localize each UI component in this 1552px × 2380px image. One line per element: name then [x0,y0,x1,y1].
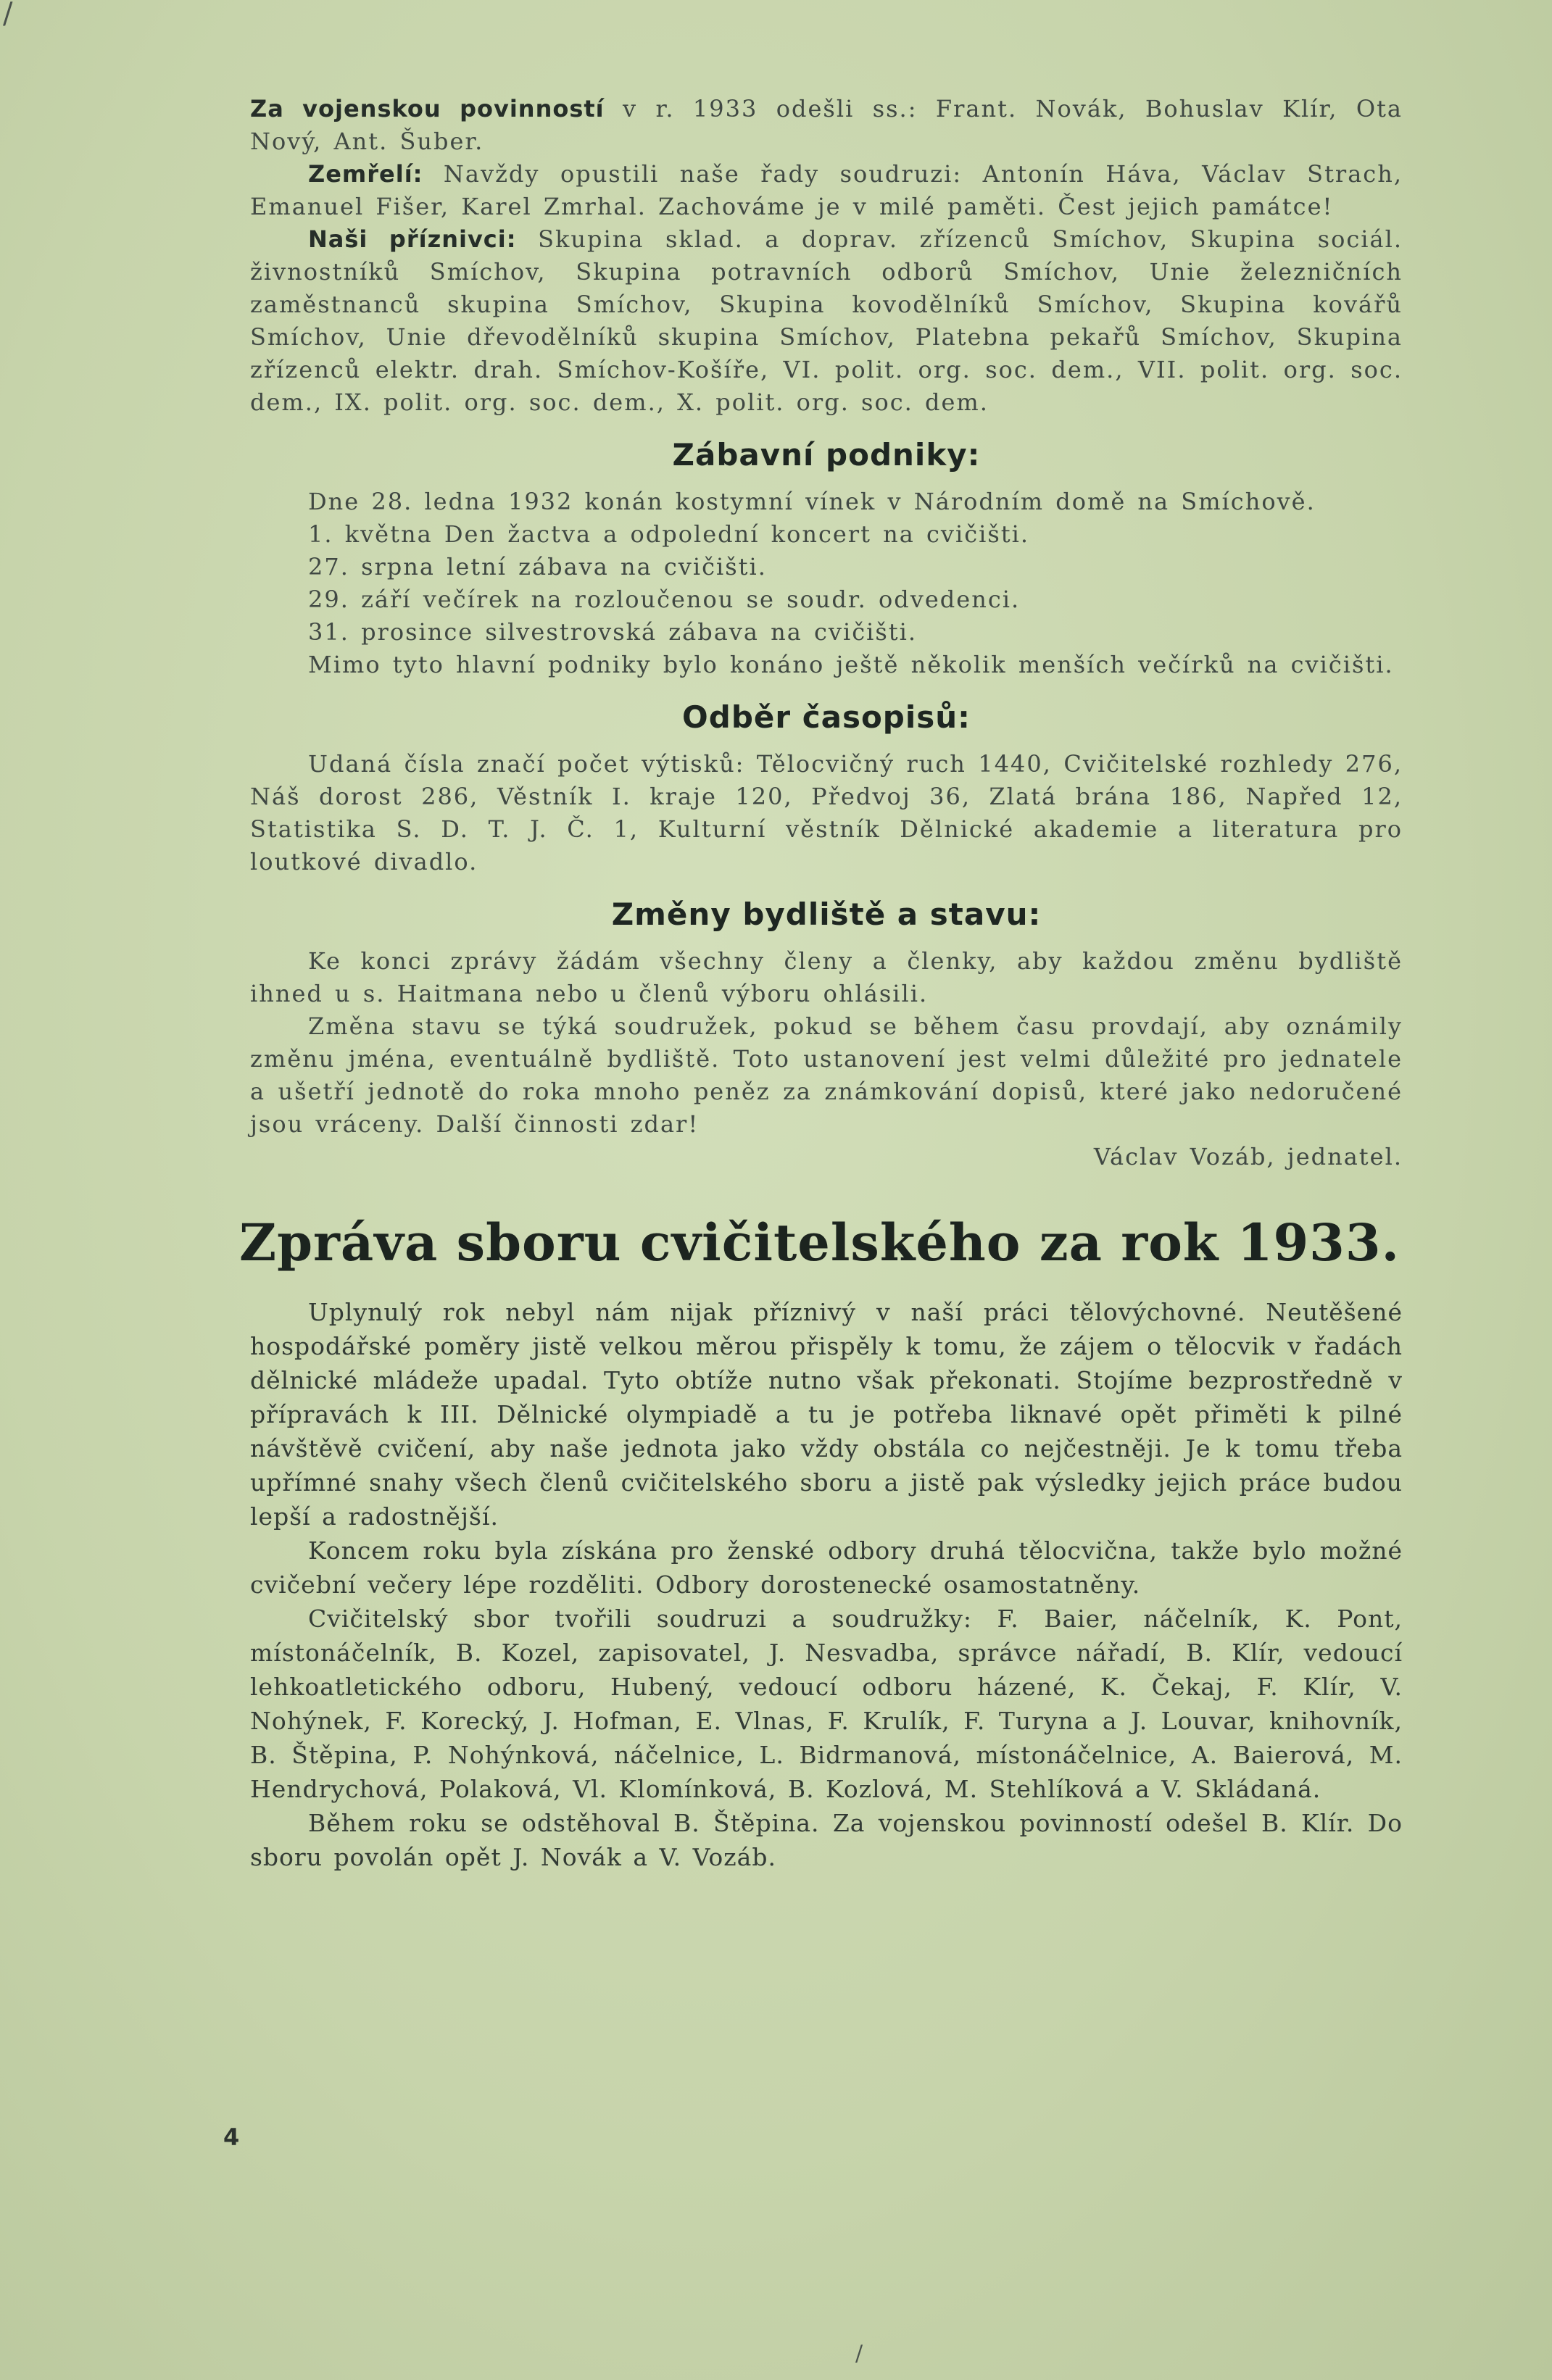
report-title: Zpráva sboru cvičitelského za rok 1933. [239,1212,1400,1273]
military-paragraph [250,93,1403,158]
deceased-lead: Zemřelí: [308,160,423,188]
entertainment-item: 27. srpna letní zábava na cvičišti. [308,553,767,581]
report-paragraph-1: Uplynulý rok nebyl nám nijak příznivý v naší práci tělovýchovné. Neutěšené hospodářské poměry jistě velkou měrou přispěly k tomu, že zájem o tělocvik v řadách dělnické mládeže upadal. Tyto obtíže nutno však překonati. Stojíme bezprostředně v přípravách k III. Dělnické olympiadě a tu je potřeba liknavé opět přiměti k pilné návštěvě cvičení, aby naše jednota jako vždy obstála co nejčestněji. Je k tomu třeba upřímné snahy všech členů cvičitelského sboru a jistě pak výsledky jejich práce budou lepší a radostnější. [250,1298,1403,1531]
report-body [250,1295,1403,1874]
report-paragraph-2: Koncem roku byla získána pro ženské odbory druhá tělocvična, takže bylo možné cvičební večery lépe rozděliti. Odbory dorostenecké osamostatněny. [250,1536,1403,1599]
entertainment-heading: Zábavní podniky: [672,437,981,473]
changes-paragraph-1: Ke konci zprávy žádám všechny členy a členky, aby každou změnu bydliště ihned u s. Haitmana nebo u členů výboru ohlásili. [250,947,1403,1007]
supporters-text: Skupina sklad. a doprav. zřízenců Smíchov, Skupina sociál. živnostníků Smíchov, Skupina potravních odborů Smíchov, Unie železničních zaměstnanců skupina Smíchov, Skupina kovodělníků Smíchov, Skupina kovářů Smíchov, Unie dřevodělníků skupina Smíchov, Platebna pekařů Smíchov, Skupina zřízenců elektr. drah. Smíchov-Košíře, VI. polit. org. soc. dem., VII. polit. org. soc. dem., IX. polit. org. soc. dem., X. polit. org. soc. dem. [250,225,1403,416]
military-lead: Za vojenskou povinností [250,95,605,122]
entertainment-item: 29. září večírek na rozloučenou se soudr. odvedenci. [308,586,1021,613]
deceased-text: Navždy opustili naše řady soudruzi: Antonín Háva, Václav Strach, Emanuel Fišer, Karel Zmrhal. Zachováme je v milé paměti. Čest jejich památce! [250,160,1403,220]
magazines-text: Udaná čísla značí počet výtisků: Tělocvičný ruch 1440, Cvičitelské rozhledy 276, Náš dorost 286, Věstník I. kraje 120, Předvoj 36, Zlatá brána 186, Napřed 12, Statistika S. D. T. J. Č. 1, Kulturní věstník Dělnické akademie a literatura pro loutkové divadlo. [250,750,1403,875]
supporters-paragraph [250,223,1403,419]
changes-paragraph-2: Změna stavu se týká soudružek, pokud se během času provdají, aby oznámily změnu jména, eventuálně bydliště. Toto ustanovení jest velmi důležité pro jednatele a ušetří jednotě do roka mnoho peněz za známkování dopisů, které jako nedoručené jsou vráceny. Další činnosti zdar! [250,1012,1403,1138]
corner-mark: / [3,0,13,30]
military-text: v r. 1933 odešli ss.: Frant. Novák, Bohuslav Klír, Ota Nový, Ant. Šuber. [250,95,1403,155]
changes-heading: Změny bydliště a stavu: [611,896,1042,932]
page-number: 4 [223,2123,240,2151]
signature: Václav Vozáb, jednatel. [1093,1143,1403,1170]
entertainment-item: 31. prosince silvestrovská zábava na cvičišti. [308,618,918,646]
signature-row [250,1141,1403,1173]
report-paragraph-3: Cvičitelský sbor tvořili soudruzi a soudružky: F. Baier, náčelník, K. Pont, místonáčelník, B. Kozel, zapisovatel, J. Nesvadba, správce nářadí, B. Klír, vedoucí lehkoatletického odboru, Hubený, vedoucí odboru házené, K. Čekaj, F. Klír, V. Nohýnek, F. Korecký, J. Hofman, E. Vlnas, F. Krulík, F. Turyna a J. Louvar, knihovník, B. Štěpina, P. Nohýnková, náčelnice, L. Bidrmanová, místonáčelnice, A. Baierová, M. Hendrychová, Polaková, Vl. Klomínková, B. Kozlová, M. Stehlíková a V. Skládaná. [250,1605,1403,1803]
magazines-heading: Odběr časopisů: [682,699,971,735]
deceased-paragraph [250,158,1403,223]
entertainment-item: Dne 28. ledna 1932 konán kostymní vínek v Národním domě na Smíchově. [308,488,1316,515]
report-paragraph-4: Během roku se odstěhoval B. Štěpina. Za vojenskou povinností odešel B. Klír. Do sboru povolán opět J. Novák a V. Vozáb. [250,1809,1403,1871]
bottom-mark: / [855,2341,863,2366]
entertainment-item: 1. května Den žactva a odpolední koncert na cvičišti. [308,520,1030,548]
text-column [239,93,1403,1874]
entertainment-item: Mimo tyto hlavní podniky bylo konáno ještě několik menších večírků na cvičišti. [308,651,1394,678]
supporters-lead: Naši příznivci: [308,225,517,253]
